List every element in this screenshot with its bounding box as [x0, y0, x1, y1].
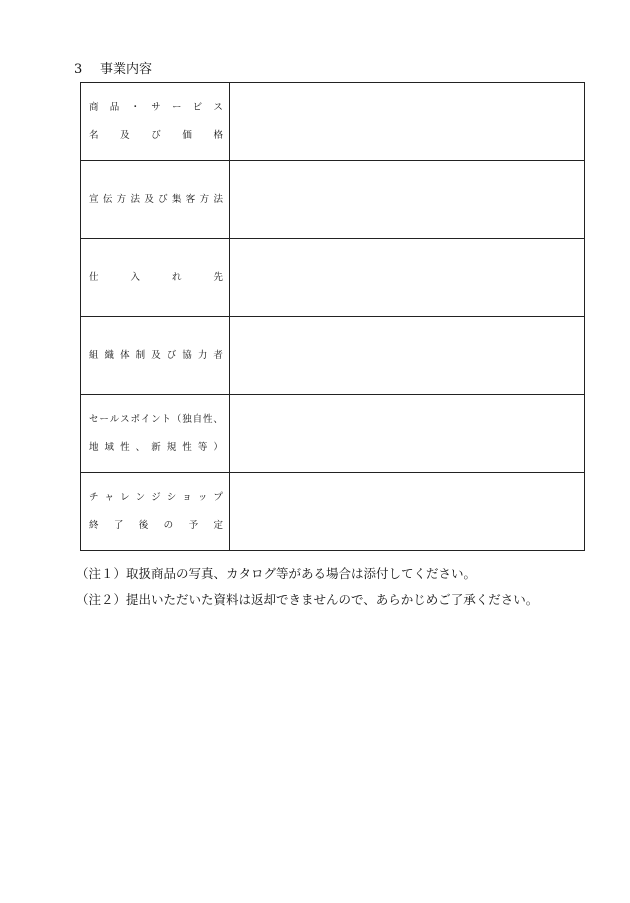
note-1: （注１）取扱商品の写真、カタログ等がある場合は添付してください。	[76, 566, 477, 581]
form-row	[81, 395, 585, 473]
section-number: 3	[74, 62, 83, 77]
row-value-input[interactable]	[230, 161, 585, 239]
row-label	[81, 239, 230, 317]
row-label	[81, 161, 230, 239]
row-label-line: 商 品 ・ サ ー ビ ス	[89, 101, 223, 113]
row-label-line: 終 了 後 の 予 定	[89, 519, 223, 531]
row-value-input[interactable]	[230, 395, 585, 473]
form-row	[81, 239, 585, 317]
row-label	[81, 473, 230, 551]
section-title: 事業内容	[100, 62, 153, 77]
form-row	[81, 317, 585, 395]
row-label-line: 名 及 び 価 格	[89, 129, 223, 141]
row-label-line: 組 織 体 制 及 び 協 力 者	[89, 349, 223, 361]
row-value-input[interactable]	[230, 317, 585, 395]
form-row	[81, 83, 585, 161]
business-content-table	[80, 82, 585, 551]
row-label	[81, 395, 230, 473]
row-label-line: 仕 入 れ 先	[89, 271, 223, 283]
row-label-line: セ ー ル ス ポ イ ン ト （ 独 自 性 、	[89, 413, 223, 425]
notes	[76, 561, 538, 613]
form-row	[81, 473, 585, 551]
note-2: （注２）提出いただいた資料は返却できませんので、あらかじめご了承ください。	[76, 592, 539, 607]
row-value-input[interactable]	[230, 83, 585, 161]
form-row	[81, 161, 585, 239]
row-label-line: 宣 伝 方 法 及 び 集 客 方 法	[89, 193, 223, 205]
row-value-input[interactable]	[230, 473, 585, 551]
row-label-line: チ ャ レ ン ジ シ ョ ッ プ	[89, 491, 223, 503]
row-label	[81, 83, 230, 161]
section-heading	[74, 61, 152, 79]
row-label	[81, 317, 230, 395]
row-label-line: 地 域 性 、 新 規 性 等 ）	[89, 441, 223, 453]
row-value-input[interactable]	[230, 239, 585, 317]
